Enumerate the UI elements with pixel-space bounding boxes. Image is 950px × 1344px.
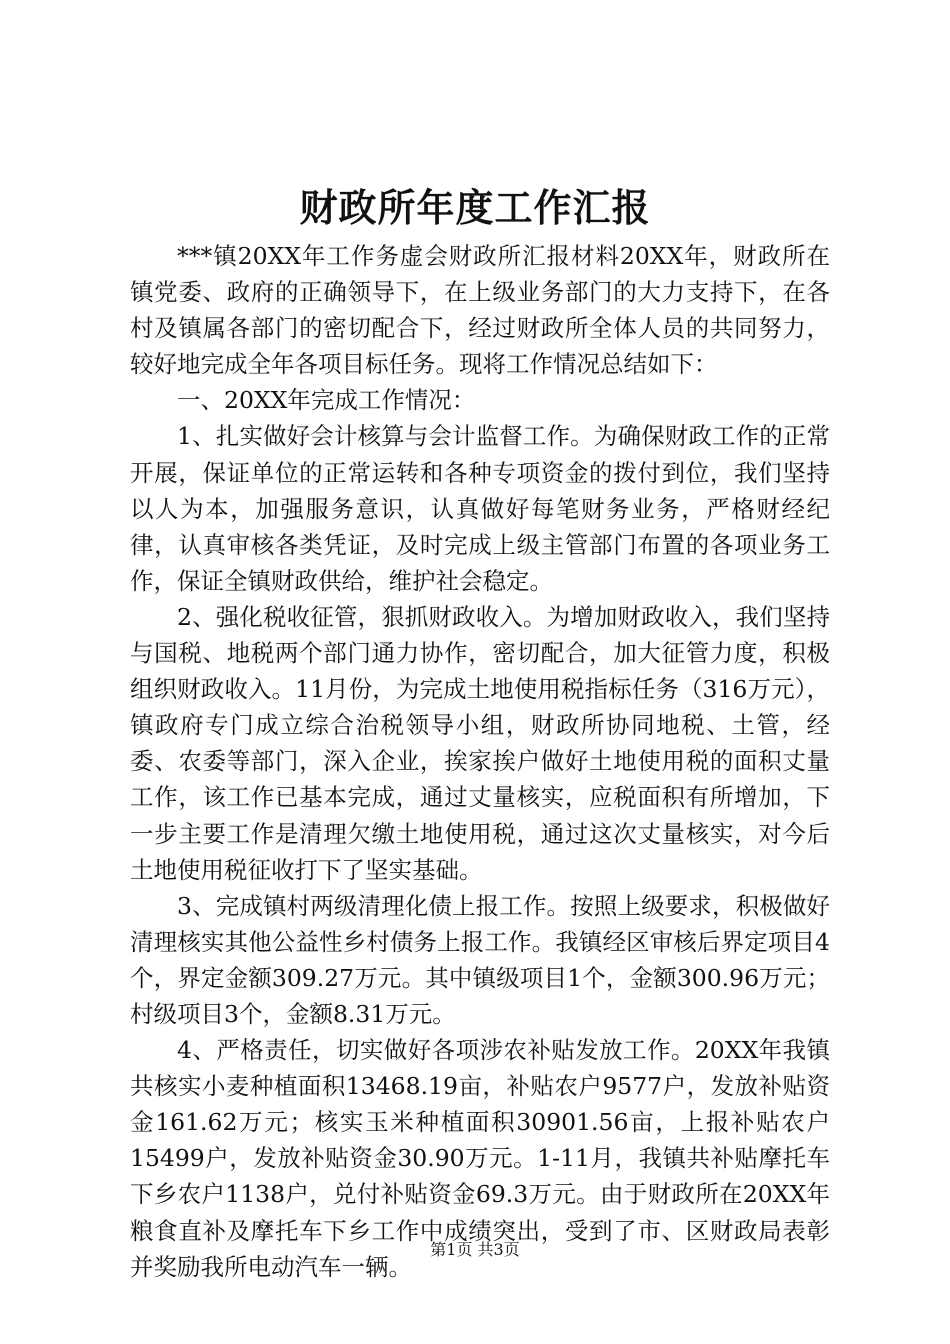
- paragraph-item-4: 4、严格责任，切实做好各项涉农补贴发放工作。20XX年我镇共核实小麦种植面积13468.19亩，补贴农户9577户，发放补贴资金161.62万元；核实玉米种植面积30901.56亩，上报补贴农户15499户，发放补贴资金30.90万元。1-11月，我镇共补贴摩托车下乡农户1138户，兑付补贴资金69.3万元。由于财政所在20XX年粮食直补及摩托车下乡工作中成绩突出，受到了市、区财政局表彰并奖励我所电动汽车一辆。: [130, 1036, 830, 1281]
- document-body: [130, 238, 830, 1285]
- paragraph-item-1: 1、扎实做好会计核算与会计监督工作。为确保财政工作的正常开展，保证单位的正常运转和各种专项资金的拨付到位，我们坚持以人为本，加强服务意识，认真做好每笔财务业务，严格财经纪律，认真审核各类凭证，及时完成上级主管部门布置的各项业务工作，保证全镇财政供给，维护社会稳定。: [130, 422, 830, 595]
- paragraph-item-2: 2、强化税收征管，狠抓财政收入。为增加财政收入，我们坚持与国税、地税两个部门通力协作，密切配合，加大征管力度，积极组织财政收入。11月份，为完成土地使用税指标任务（316万元），镇政府专门成立综合治税领导小组，财政所协同地税、土管，经委、农委等部门，深入企业，挨家挨户做好土地使用税的面积丈量工作，该工作已基本完成，通过丈量核实，应税面积有所增加，下一步主要工作是清理欠缴土地使用税，通过这次丈量核实，对今后土地使用税征收打下了坚实基础。: [130, 602, 830, 884]
- paragraph-section-heading: 一、20XX年完成工作情况：: [177, 386, 476, 415]
- page-number: 第1页 共3页: [430, 1240, 520, 1259]
- paragraph-intro: ***镇20XX年工作务虚会财政所汇报材料20XX年，财政所在镇党委、政府的正确领导下，在上级业务部门的大力支持下，在各村及镇属各部门的密切配合下，经过财政所全体人员的共同努力，较好地完成全年各项目标任务。现将工作情况总结如下：: [130, 242, 830, 379]
- paragraph-item-3: 3、完成镇村两级清理化债上报工作。按照上级要求，积极做好清理核实其他公益性乡村债务上报工作。我镇经区审核后界定项目4个，界定金额309.27万元。其中镇级项目1个，金额300.96万元；村级项目3个，金额8.31万元。: [130, 891, 830, 1028]
- document-title: 财政所年度工作汇报: [299, 185, 651, 230]
